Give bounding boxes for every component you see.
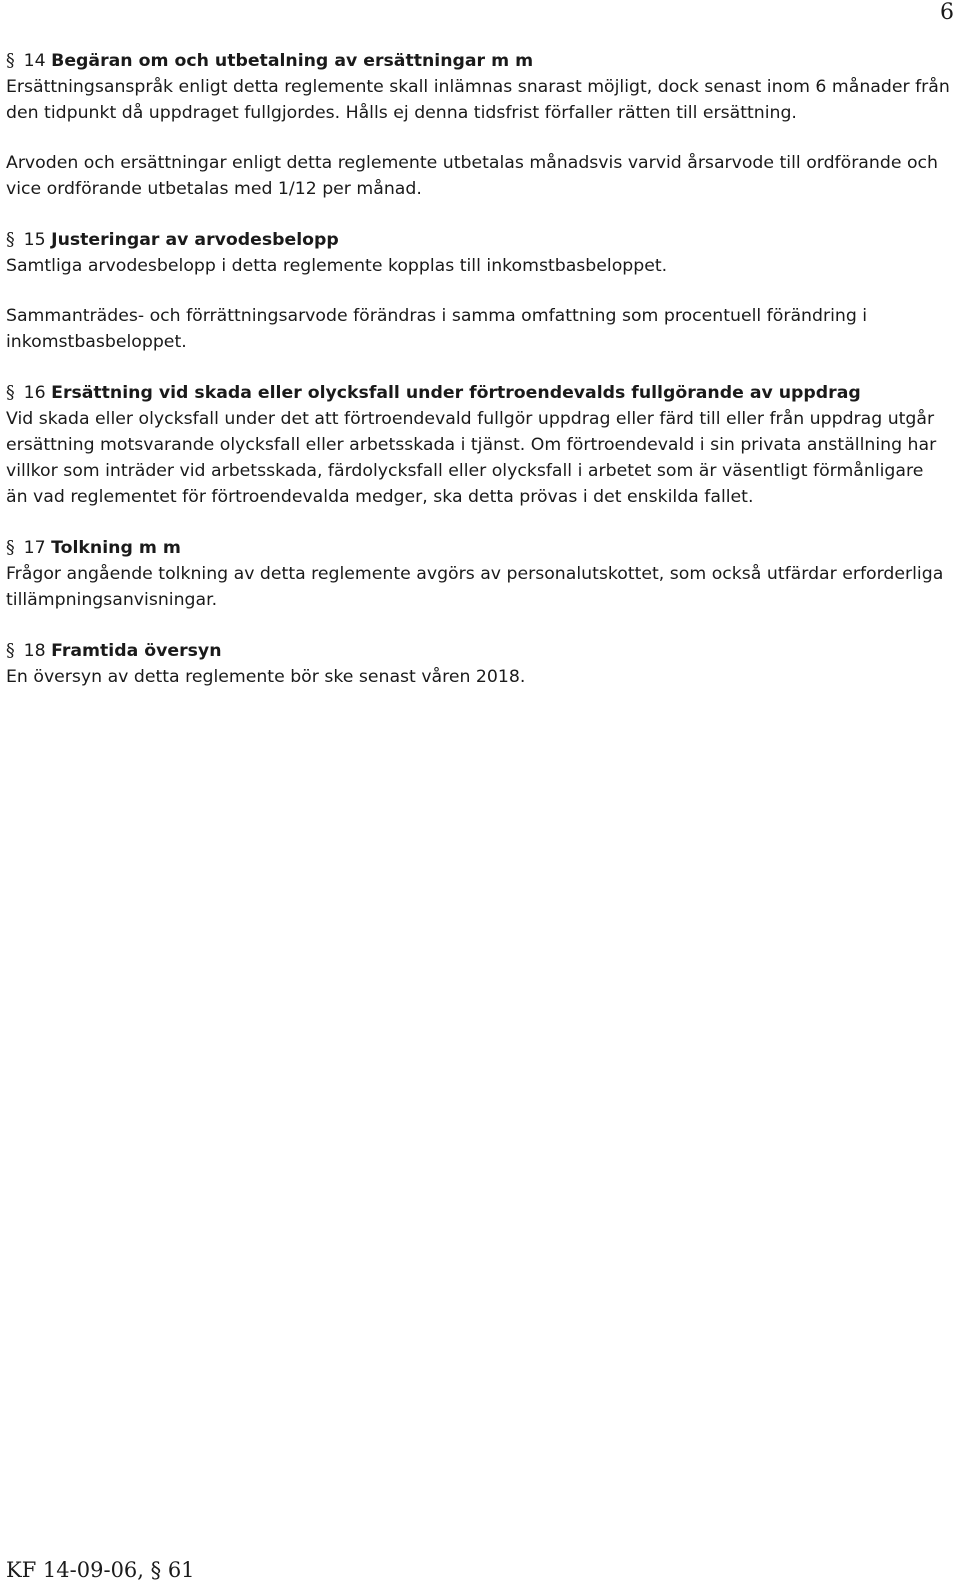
section-number: 16: [23, 383, 46, 403]
section-number: 18: [23, 641, 46, 661]
section-18: [6, 638, 950, 690]
section-14: [6, 48, 950, 202]
section-sign: §: [6, 538, 15, 558]
section-title: Ersättning vid skada eller olycksfall under förtroendevalds fullgörande av uppdrag: [51, 383, 861, 403]
footer-reference: KF 14-09-06, § 61: [6, 1558, 195, 1582]
section-number: 17: [23, 538, 46, 558]
section-paragraph: Vid skada eller olycksfall under det att förtroendevald fullgör uppdrag eller färd till eller från uppdrag utgår ersättning motsvarande olycksfall eller arbetsskada i tjänst. Om förtroendevald i sin privata anställning har villkor som inträder vid arbetsskada, färdolycksfall eller olycksfall i arbetet som är väsentligt förmånligare än vad reglementet för förtroendevalda medger, ska detta prövas i det enskilda fallet.: [6, 409, 937, 507]
section-paragraph: Sammanträdes- och förrättningsarvode förändras i samma omfattning som procentuell förändring i inkomstbasbeloppet.: [6, 306, 868, 352]
section-sign: §: [6, 641, 15, 661]
section-sign: §: [6, 51, 15, 71]
section-17: [6, 535, 950, 613]
section-paragraph: Frågor angående tolkning av detta reglemente avgörs av personalutskottet, som också utfärdar erforderliga tillämpningsanvisningar.: [6, 564, 944, 610]
section-16: [6, 380, 950, 510]
section-number: 15: [23, 230, 46, 250]
section-title: Tolkning m m: [51, 538, 181, 558]
section-paragraph: Arvoden och ersättningar enligt detta reglemente utbetalas månadsvis varvid årsarvode till ordförande och vice ordförande utbetalas med 1/12 per månad.: [6, 153, 938, 199]
section-paragraph: En översyn av detta reglemente bör ske senast våren 2018.: [6, 667, 526, 687]
document-body: [6, 48, 950, 715]
section-heading: [6, 535, 950, 561]
section-15: [6, 227, 950, 355]
section-title: Framtida översyn: [51, 641, 222, 661]
section-heading: [6, 227, 950, 253]
section-paragraph: Ersättningsanspråk enligt detta reglemente skall inlämnas snarast möjligt, dock senast inom 6 månader från den tidpunkt då uppdraget fullgjordes. Hålls ej denna tidsfrist förfaller rätten till ersättning.: [6, 77, 950, 123]
section-title: Begäran om och utbetalning av ersättningar m m: [51, 51, 534, 71]
section-title: Justeringar av arvodesbelopp: [51, 230, 339, 250]
section-paragraph: Samtliga arvodesbelopp i detta reglemente kopplas till inkomstbasbeloppet.: [6, 256, 668, 276]
section-heading: [6, 380, 950, 406]
section-heading: [6, 48, 950, 74]
section-sign: §: [6, 230, 15, 250]
page-number: 6: [940, 0, 954, 25]
section-number: 14: [23, 51, 46, 71]
section-heading: [6, 638, 950, 664]
section-sign: §: [6, 383, 15, 403]
